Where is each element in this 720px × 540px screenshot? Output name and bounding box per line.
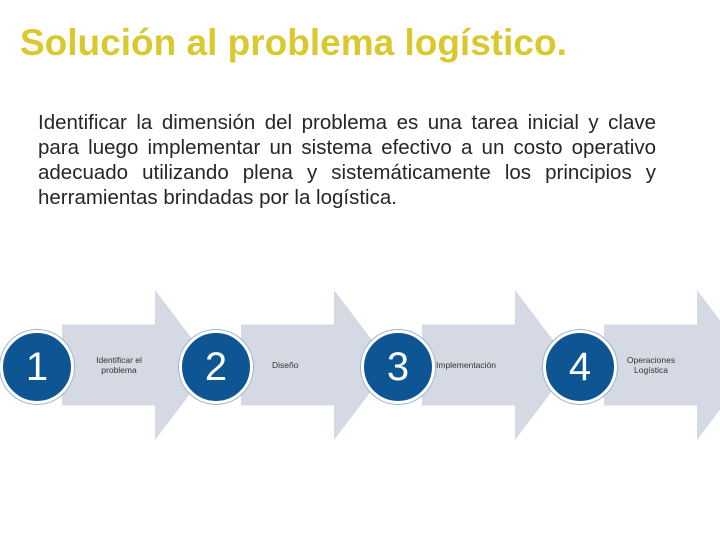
intro-paragraph: Identificar la dimensión del problema es una tarea inicial y clave para luego implementar un sistema efectivo a un costo operativo adecuado utilizando plena y sistemáticamente los principios y herramientas brindadas por la logística. <box>38 111 656 209</box>
step-2-circle: 2 <box>179 330 253 404</box>
step-1-circle: 1 <box>0 330 74 404</box>
step-1-label: Identificar el problema <box>96 355 142 375</box>
step-4-label: Operaciones Logística <box>626 355 676 375</box>
process-diagram <box>0 290 720 450</box>
step-2-label: Diseño <box>272 360 299 370</box>
step-3-circle: 3 <box>361 330 435 404</box>
slide-title: Solución al problema logístico. <box>20 22 567 63</box>
step-4-circle: 4 <box>543 330 617 404</box>
step-3-label: Implementación <box>436 360 497 370</box>
